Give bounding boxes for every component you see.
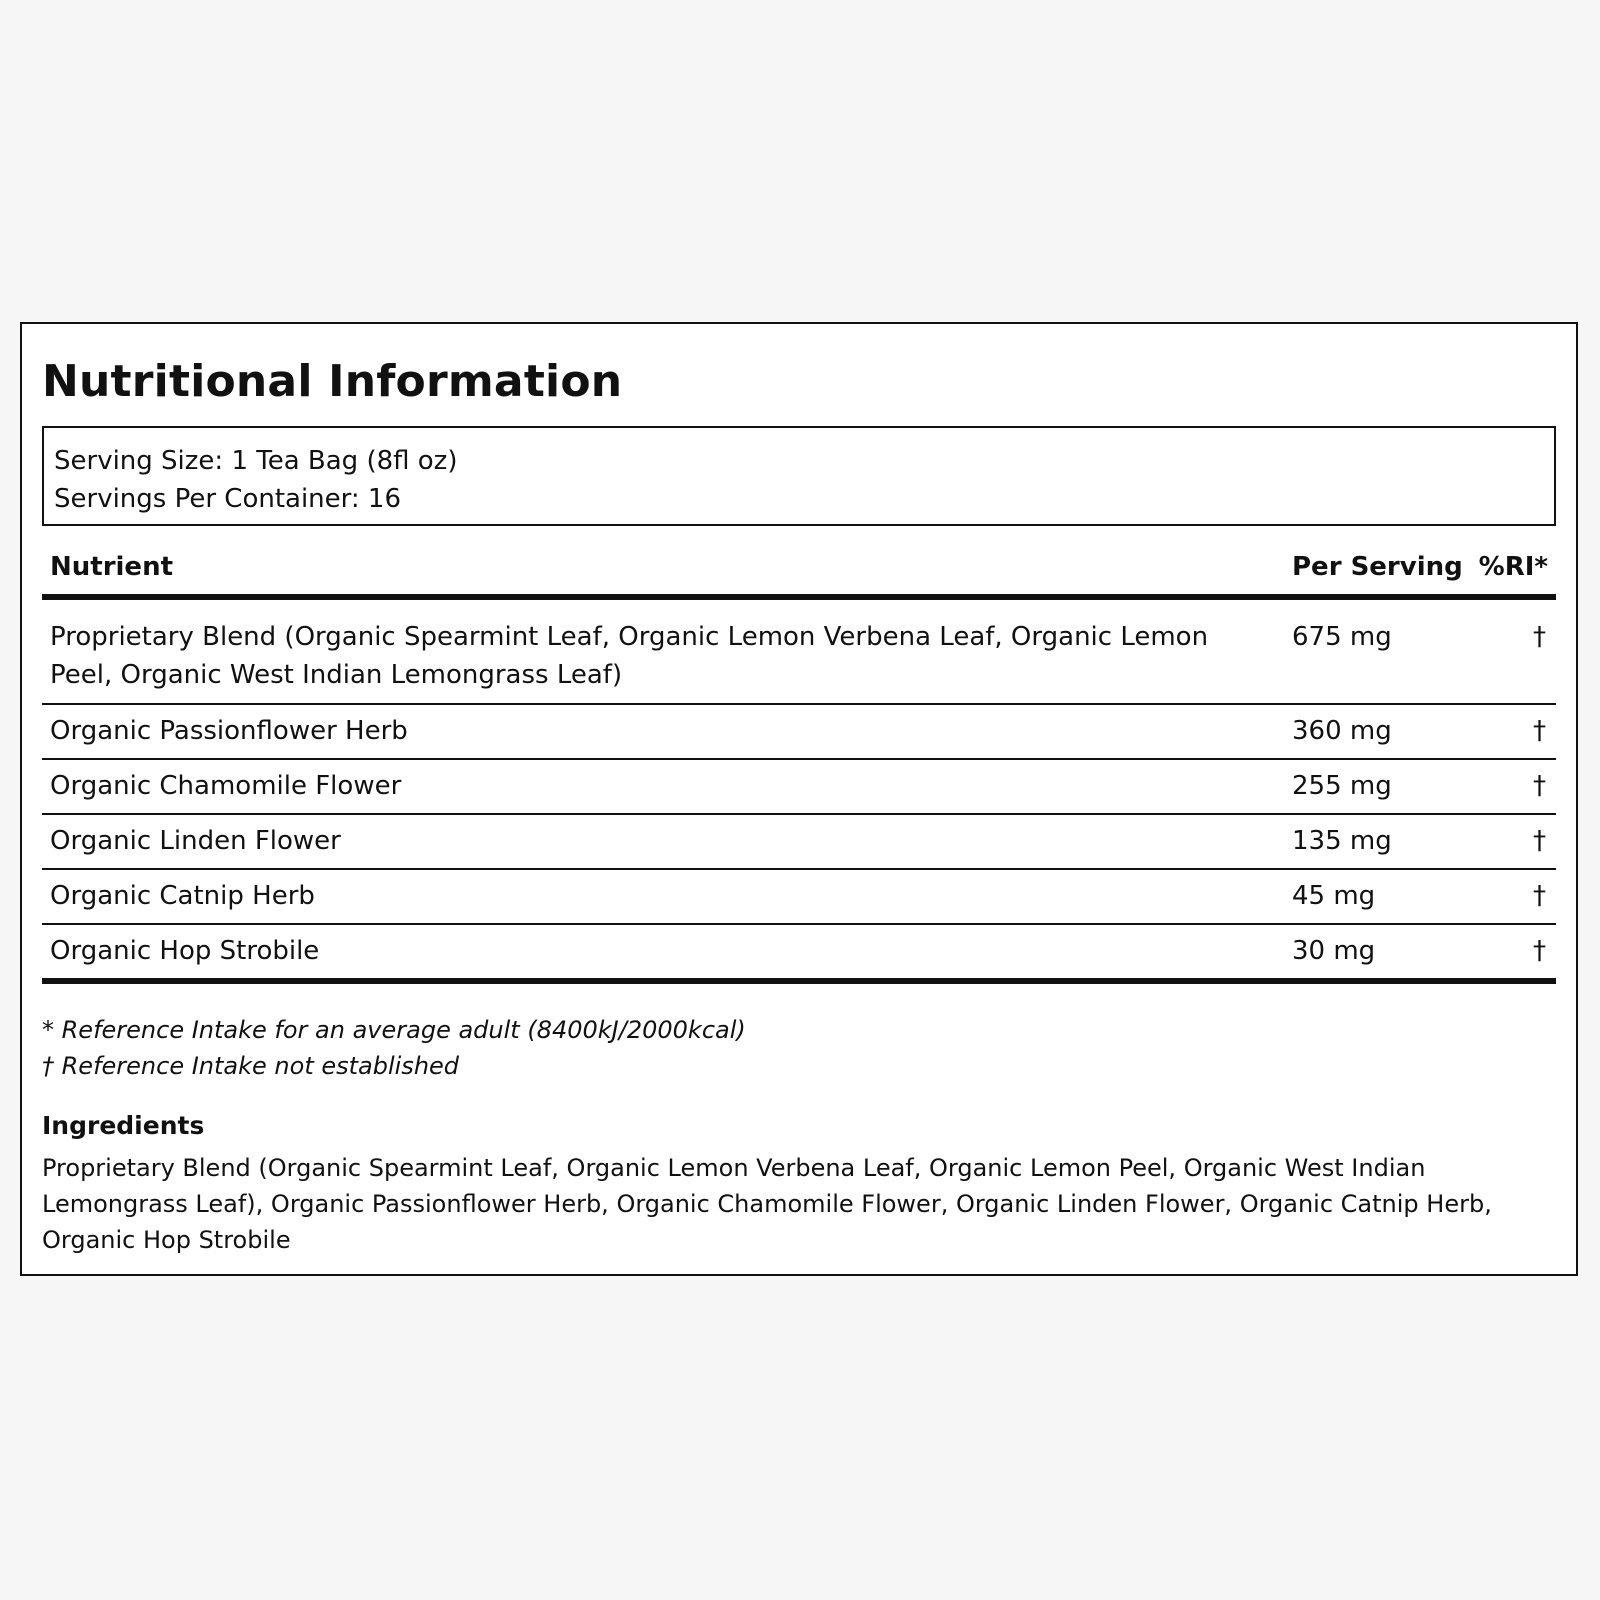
table-row: [42, 759, 1556, 814]
serving-size: Serving Size: 1 Tea Bag (8fl oz): [54, 446, 458, 476]
nutrient-amount: 360 mg: [1292, 704, 1464, 759]
table-row: [42, 704, 1556, 759]
nutrient-amount: 30 mg: [1292, 924, 1464, 981]
nutrient-amount: 45 mg: [1292, 869, 1464, 924]
nutrient-name: Organic Chamomile Flower: [42, 759, 1292, 814]
nutrient-ri: †: [1464, 704, 1556, 759]
nutrient-amount: 135 mg: [1292, 814, 1464, 869]
nutrient-ri: †: [1464, 759, 1556, 814]
table-header-row: [42, 552, 1556, 597]
serving-info-box: [42, 426, 1556, 526]
nutrient-name: Proprietary Blend (Organic Spearmint Leaf, Organic Lemon Verbena Leaf, Organic Lemon Peel, Organic West Indian Lemongrass Leaf): [42, 597, 1292, 704]
nutrient-ri: †: [1464, 597, 1556, 704]
nutrient-name: Organic Passionflower Herb: [42, 704, 1292, 759]
nutrient-ri: †: [1464, 924, 1556, 981]
footnote-ri-not-established: † Reference Intake not established: [42, 1052, 460, 1080]
label-title: Nutritional Information: [42, 356, 623, 407]
header-nutrient: Nutrient: [42, 552, 1292, 597]
footnote-ri-reference: * Reference Intake for an average adult (8400kJ/2000kcal): [42, 1016, 746, 1044]
nutrient-ri: †: [1464, 814, 1556, 869]
table-row: [42, 814, 1556, 869]
table-row: [42, 597, 1556, 704]
servings-per-container: Servings Per Container: 16: [54, 484, 402, 514]
nutrient-amount: 255 mg: [1292, 759, 1464, 814]
header-per-serving: Per Serving: [1292, 552, 1464, 597]
header-ri: %RI*: [1464, 552, 1556, 597]
ingredients-heading: Ingredients: [42, 1111, 205, 1140]
nutrient-ri: †: [1464, 869, 1556, 924]
nutrient-name: Organic Catnip Herb: [42, 869, 1292, 924]
nutrient-amount: 675 mg: [1292, 597, 1464, 704]
table-row: [42, 869, 1556, 924]
ingredients-text: Proprietary Blend (Organic Spearmint Leaf, Organic Lemon Verbena Leaf, Organic Lemon Peel, Organic West Indian Lemongrass Leaf), Organic Passionflower Herb, Organic Chamomile Flower, Organic Linden Flower, Organic Catnip Herb, Organic Hop Strobile: [42, 1154, 1492, 1254]
table-row: [42, 924, 1556, 981]
nutrient-name: Organic Hop Strobile: [42, 924, 1292, 981]
nutrient-name: Organic Linden Flower: [42, 814, 1292, 869]
nutrient-table: [42, 552, 1556, 984]
footnotes: [42, 1012, 1556, 1084]
nutrition-label: [20, 322, 1578, 1276]
